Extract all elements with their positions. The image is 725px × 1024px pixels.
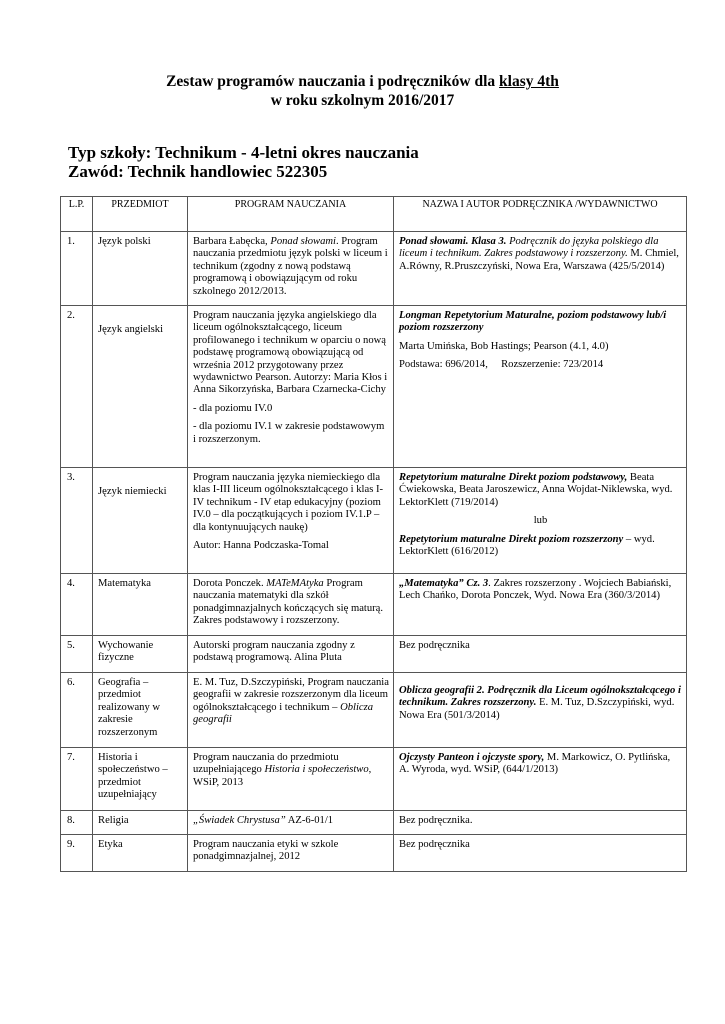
programs-table <box>60 196 687 872</box>
row-program: Barbara Łabęcka, Ponad słowami. Program nauczania przedmiotu język polski w liceum i technikum (zgodny z nową podstawą programową i obowiązującym od roku szkolnego 2012/2013. <box>188 232 394 306</box>
row-subject: Język niemiecki <box>93 468 188 574</box>
row-subject: Wychowanie fizyczne <box>93 636 188 673</box>
title-text: Zestaw programów nauczania i podręczników dla <box>166 73 500 90</box>
header-book: NAZWA I AUTOR PODRĘCZNIKA /WYDAWNICTWO <box>394 197 687 232</box>
row-program: „Świadek Chrystusa” AZ-6-01/1 <box>188 811 394 835</box>
row-lp: 1. <box>61 232 93 306</box>
row-lp: 7. <box>61 748 93 811</box>
title-class: klasy 4th <box>499 73 559 90</box>
row-lp: 8. <box>61 811 93 835</box>
row-subject: Historia i społeczeństwo – przedmiot uzupełniający <box>93 748 188 811</box>
row-subject: Język polski <box>93 232 188 306</box>
row-lp: 5. <box>61 636 93 673</box>
table-row <box>61 811 687 835</box>
page-subtitle: w roku szkolnym 2016/2017 <box>270 92 455 109</box>
table-row <box>61 232 687 306</box>
table-row <box>61 574 687 636</box>
row-subject: Matematyka <box>93 574 188 636</box>
table-row <box>61 468 687 574</box>
header-subject: PRZEDMIOT <box>93 197 188 232</box>
table-row <box>61 835 687 872</box>
row-book: Repetytorium maturalne Direkt poziom podstawowy, Beata Ćwiekowska, Beata Jaroszewicz, Anna Wojdat-Niklewska, wyd. LektorKlett (719/2014) lub Repetytorium maturalne Direkt poziom rozszerzony – wyd. LektorKlett (616/2012) <box>394 468 687 574</box>
row-program: Autorski program nauczania zgodny z podstawą programową. Alina Pluta <box>188 636 394 673</box>
table-header-row <box>61 197 687 232</box>
row-program: Program nauczania do przedmiotu uzupełniającego Historia i społeczeństwo, WSiP, 2013 <box>188 748 394 811</box>
row-lp: 3. <box>61 468 93 574</box>
table-row <box>61 673 687 748</box>
page-title <box>0 72 725 91</box>
row-book: Bez podręcznika <box>394 835 687 872</box>
row-program: Program nauczania języka niemieckiego dla klas I-III liceum ogólnokształcącego i klas I-IV technikum - IV etap edukacyjny (poziom IV.0 – dla początkujących i poziom IV.1.P – dla kontynuujących naukę) Autor: Hanna Podczaska-Tomal <box>188 468 394 574</box>
row-subject: Etyka <box>93 835 188 872</box>
row-subject: Geografia – przedmiot realizowany w zakresie rozszerzonym <box>93 673 188 748</box>
row-program: Dorota Ponczek. MATeMAtyka Program nauczania matematyki dla szkół ponadgimnazjalnych kończących się maturą. Zakres podstawowy i rozszerzony. <box>188 574 394 636</box>
row-book: Bez podręcznika. <box>394 811 687 835</box>
row-book: Ojczysty Panteon i ojczyste spory, M. Markowicz, O. Pytlińska, A. Wyroda, wyd. WSiP, (644/1/2013) <box>394 748 687 811</box>
header-program: PROGRAM NAUCZANIA <box>188 197 394 232</box>
header-lp: L.P. <box>61 197 93 232</box>
table-row <box>61 748 687 811</box>
row-lp: 6. <box>61 673 93 748</box>
row-program: Program nauczania języka angielskiego dla liceum ogólnokształcącego, liceum profilowanego i technikum w oparciu o nową podstawę programową obowiązującą od września 2012 przygotowany przez wydawnictwo Pearson. Autorzy: Maria Kłos i Anna Sikorzyńska, Barbara Czarnecka-Cichy - dla poziomu IV.0 - dla poziomu IV.1 w zakresie podstawowym i rozszerzonym. <box>188 306 394 468</box>
row-program: Program nauczania etyki w szkole ponadgimnazjalnej, 2012 <box>188 835 394 872</box>
row-book: „Matematyka” Cz. 3. Zakres rozszerzony . Wojciech Babiański, Lech Chańko, Dorota Ponczek, Wyd. Nowa Era (360/3/2014) <box>394 574 687 636</box>
row-lp: 4. <box>61 574 93 636</box>
school-type: Typ szkoły: Technikum - 4-letni okres nauczania <box>68 143 419 162</box>
table-row <box>61 306 687 468</box>
row-book: Longman Repetytorium Maturalne, poziom podstawowy lub/i poziom rozszerzony Marta Umińska, Bob Hastings; Pearson (4.1, 4.0) Podstawa: 696/2014, Rozszerzenie: 723/2014 <box>394 306 687 468</box>
row-book: Ponad słowami. Klasa 3. Podręcznik do języka polskiego dla liceum i technikum. Zakres podstawowy i rozszerzony. M. Chmiel, A.Równy, R.Pruszczyński, Nowa Era, Warszawa (425/5/2014) <box>394 232 687 306</box>
row-lp: 2. <box>61 306 93 468</box>
row-book: Oblicza geografii 2. Podręcznik dla Liceum ogólnokształcącego i technikum. Zakres rozszerzony. E. M. Tuz, D.Szczypiński, wyd. Nowa Era (501/3/2014) <box>394 673 687 748</box>
row-subject: Język angielski <box>93 306 188 468</box>
row-book: Bez podręcznika <box>394 636 687 673</box>
table-row <box>61 636 687 673</box>
profession: Zawód: Technik handlowiec 522305 <box>68 162 328 181</box>
row-subject: Religia <box>93 811 188 835</box>
row-program: E. M. Tuz, D.Szczypiński, Program nauczania geografii w zakresie rozszerzonym dla liceum ogólnokształcącego i technikum – Oblicza geografii <box>188 673 394 748</box>
row-lp: 9. <box>61 835 93 872</box>
